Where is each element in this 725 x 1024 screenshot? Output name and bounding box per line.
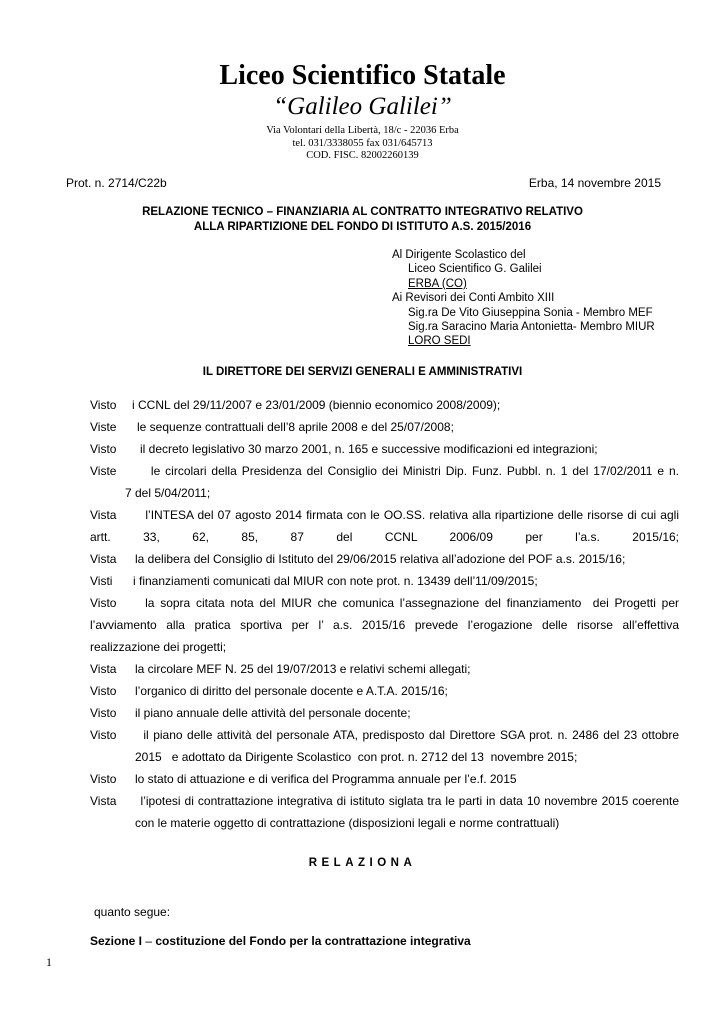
premise-item	[90, 771, 517, 787]
section-dash: –	[142, 934, 156, 948]
premise-text: i CCNL del 29/11/2007 e 23/01/2009 (biennio economico 2008/2009);	[132, 398, 501, 412]
premise-item	[90, 683, 448, 699]
recipient-line: Al Dirigente Scolastico del	[392, 249, 526, 261]
premise-keyword: Visto	[90, 706, 117, 720]
school-phone: tel. 031/3338055 fax 031/645713	[292, 137, 433, 149]
premise-item	[90, 661, 471, 677]
premise-text: Visto la sopra citata nota del MIUR che comunica l’assegnazione del finanziamento dei Progetti per	[90, 596, 679, 610]
document-date: Erba, 14 novembre 2015	[528, 176, 661, 190]
premise-text: il decreto legislativo 30 marzo 2001, n. 165 e successive modificazioni ed integrazioni;	[140, 442, 598, 456]
recipient-line: Sig.ra De Vito Giuseppina Sonia - Membro MEF	[408, 306, 653, 319]
premise-text: il piano annuale delle attività del personale docente;	[135, 706, 411, 720]
premise-keyword: Vista	[90, 552, 117, 566]
premise-keyword: Visto	[90, 398, 117, 412]
premise-item	[90, 397, 500, 413]
protocol-number: Prot. n. 2714/C22b	[66, 176, 167, 190]
school-contacts	[0, 125, 725, 163]
premise-text: 7 del 5/04/2011;	[125, 486, 211, 500]
report-title-line-2: ALLA RIPARTIZIONE DEL FONDO DI ISTITUTO A.S. 2015/2016	[193, 221, 532, 233]
premise-item	[90, 705, 411, 721]
premise-keyword: Vista	[90, 662, 117, 676]
recipient-line: Ai Revisori dei Conti Ambito XIII	[392, 292, 555, 305]
premise-text: le sequenze contrattuali dell’8 aprile 2008 e del 25/07/2008;	[137, 420, 454, 434]
premise-text: l’organico di diritto del personale docente e A.T.A. 2015/16;	[135, 684, 448, 698]
premise-text: 2015 e adottato da Dirigente Scolastico con prot. n. 2712 del 13 novembre 2015;	[135, 750, 578, 764]
premise-text: l’avviamento alla pratica sportiva per l’ a.s. 2015/16 prevede l’erogazione delle risorse all’effettiva	[90, 618, 679, 632]
school-subtitle: “Galileo Galilei”	[273, 93, 452, 120]
premise-text: i finanziamenti comunicati dal MIUR con note prot. n. 13439 dell’11/09/2015;	[133, 574, 538, 588]
page-number: 1	[46, 955, 52, 969]
premise-text: con le materie oggetto di contrattazione (disposizioni legali e norme contrattuali)	[135, 816, 560, 830]
premise-text: artt. 33, 62, 85, 87 del CCNL 2006/09 per l’a.s. 2015/16;	[90, 530, 679, 544]
section-prefix: Sezione I	[90, 934, 143, 948]
premise-item	[90, 551, 625, 567]
quanto-segue: quanto segue:	[94, 905, 171, 919]
director-heading: IL DIRETTORE DEI SERVIZI GENERALI E AMMINISTRATIVI	[202, 366, 523, 378]
premise-keyword: Visto	[90, 684, 117, 698]
section-heading	[90, 934, 471, 948]
premise-item	[90, 419, 454, 435]
recipient-city: ERBA (CO)	[408, 277, 467, 290]
report-title-line-1: RELAZIONE TECNICO – FINANZIARIA AL CONTRATTO INTEGRATIVO RELATIVO	[142, 206, 583, 218]
premise-text: Visto il piano delle attività del personale ATA, predisposto dal Direttore SGA prot. n. 2486 del 23 ottobre	[90, 728, 679, 742]
premise-text: lo stato di attuazione e di verifica del Programma annuale per l’e.f. 2015	[135, 772, 517, 786]
premise-keyword: Visto	[90, 772, 117, 786]
premise-text: realizzazione dei progetti;	[90, 640, 227, 654]
premise-item	[90, 573, 538, 589]
relaziona-heading: RELAZIONA	[308, 857, 417, 869]
recipient-line: Liceo Scientifico G. Galilei	[408, 263, 542, 276]
recipient-line: Sig.ra Saracino Maria Antonietta- Membro MIUR	[408, 321, 655, 334]
premise-text: la delibera del Consiglio di Istituto del 29/06/2015 relativa all’adozione del POF a.s. 2015/16;	[135, 552, 626, 566]
premise-keyword: Viste	[90, 420, 117, 434]
premise-item	[90, 441, 598, 457]
premise-text: Vista l’ipotesi di contrattazione integrativa di istituto siglata tra le parti in data 10 novembre 2015 coerente	[90, 794, 679, 808]
school-fiscal-code: COD. FISC. 82002260139	[306, 150, 419, 161]
school-name: Liceo Scientifico Statale	[219, 60, 506, 91]
premise-text: Viste le circolari della Presidenza del Consiglio dei Ministri Dip. Funz. Pubbl. n. 1 del 17/02/2011 e n.	[90, 464, 679, 478]
premise-keyword: Visti	[90, 574, 113, 588]
school-address: Via Volontari della Libertà, 18/c - 22036 Erba	[266, 125, 459, 136]
premise-text: la circolare MEF N. 25 del 19/07/2013 e relativi schemi allegati;	[135, 662, 471, 676]
section-title: costituzione del Fondo per la contrattazione integrativa	[155, 934, 471, 948]
recipient-loro-sedi: LORO SEDI	[408, 335, 471, 348]
recipients-block	[392, 248, 655, 349]
premise-keyword: Visto	[90, 442, 117, 456]
premise-text: Vista l’INTESA del 07 agosto 2014 firmata con le OO.SS. relativa alla ripartizione delle risorse di cui agli	[90, 508, 679, 522]
